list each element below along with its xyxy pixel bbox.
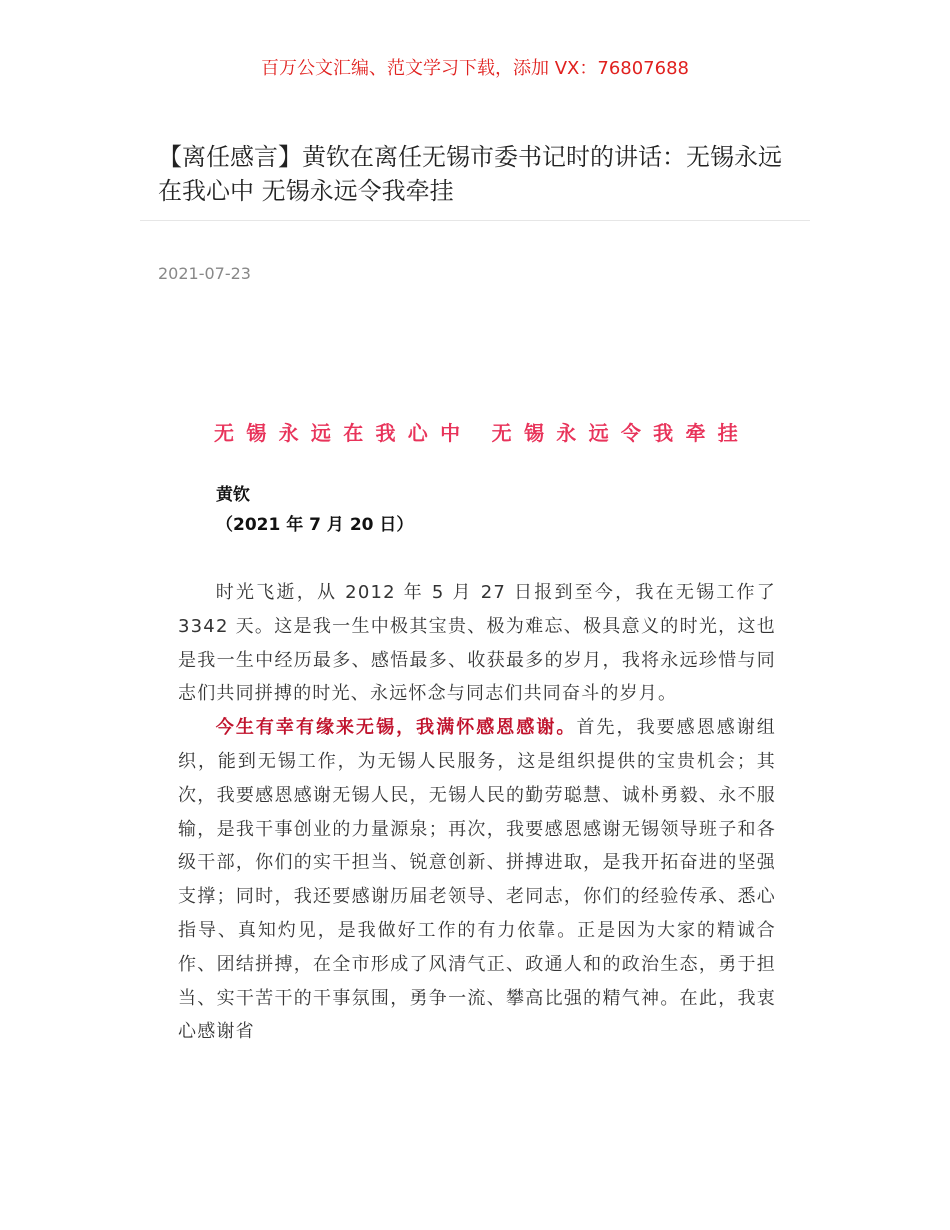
article-title: 【离任感言】黄钦在离任无锡市委书记时的讲话：无锡永远在我心中 无锡永远令我牵挂	[158, 143, 782, 205]
publish-date: 2021-07-23	[158, 264, 251, 283]
paragraph-2-lead: 今生有幸有缘来无锡，我满怀感恩感谢。	[215, 717, 577, 739]
speaker-name: 黄钦	[216, 485, 250, 505]
speech-date: （2021 年 7 月 20 日）	[216, 515, 414, 535]
speech-body	[178, 576, 776, 1049]
speech-heading: 无锡永远在我心中 无锡永远令我牵挂	[214, 421, 751, 445]
download-banner: 百万公文汇编、范文学习下载，添加 VX：76807688	[261, 58, 689, 79]
paragraph-2	[178, 711, 776, 1049]
paragraph-2-text: 首先，我要感恩感谢组织，能到无锡工作，为无锡人民服务，这是组织提供的宝贵机会；其次，我要感恩感谢无锡人民，无锡人民的勤劳聪慧、诚朴勇毅、永不服输，是我干事创业的力量源泉；再次，我要感恩感谢无锡领导班子和各级干部，你们的实干担当、锐意创新、拼搏进取，是我开拓奋进的坚强支撑；同时，我还要感谢历届老领导、老同志，你们的经验传承、悉心指导、真知灼见，是我做好工作的有力依靠。正是因为大家的精诚合作、团结拼搏，在全市形成了风清气正、政通人和的政治生态，勇于担当、实干苦干的干事氛围，勇争一流、攀高比强的精气神。在此，我衷心感谢省	[178, 717, 776, 1043]
paragraph-1: 时光飞逝，从 2012 年 5 月 27 日报到至今，我在无锡工作了 3342 天。这是我一生中极其宝贵、极为难忘、极具意义的时光，这也是我一生中经历最多、感悟最多、收获最多的岁月，我将永远珍惜与同志们共同拼搏的时光、永远怀念与同志们共同奋斗的岁月。	[178, 582, 776, 705]
title-divider	[140, 220, 810, 221]
